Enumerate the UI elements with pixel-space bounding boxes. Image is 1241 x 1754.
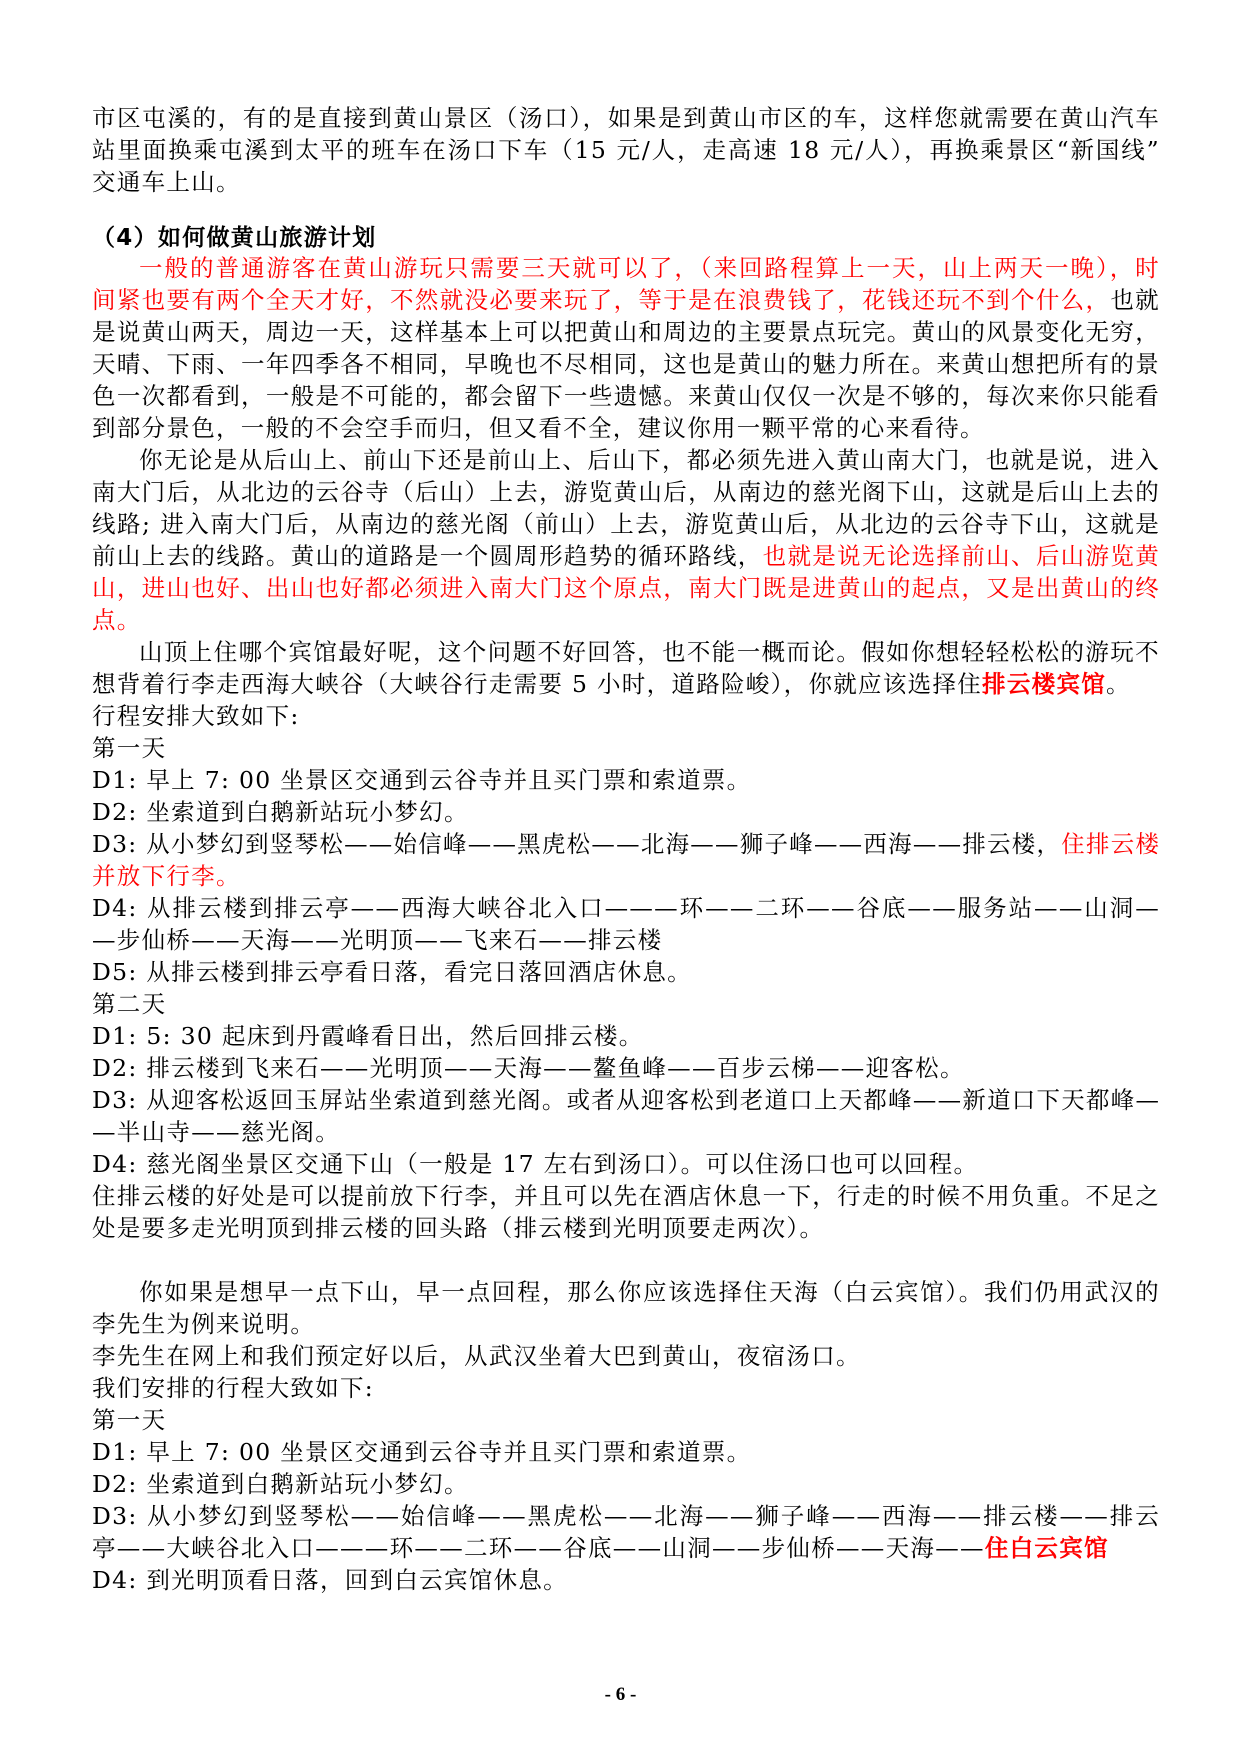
itinerary-item: D1: 早上 7: 00 坐景区交通到云谷寺并且买门票和索道票。 [92, 766, 752, 794]
paragraph-line: 到部分景色，一般的不会空手而归，但又看不全，建议你用一颗平常的心来看待。 [92, 414, 985, 442]
paragraph-line: 站里面换乘屯溪到太平的班车在汤口下车（15 元/人，走高速 18 元/人），再换乘景区“新国线” [92, 136, 1160, 164]
itinerary-item: D2: 排云楼到飞来石——光明顶——天海——鳌鱼峰——百步云梯——迎客松。 [92, 1054, 965, 1082]
itinerary-item: D5: 从排云楼到排云亭看日落，看完日落回酒店休息。 [92, 958, 692, 986]
paragraph-line: 你无论是从后山上、前山下还是前山上、后山下，都必须先进入黄山南大门，也就是说，进入 [139, 446, 1160, 474]
paragraph-line: 色一次都看到，一般是不可能的，都会留下一些遗憾。来黄山仅仅一次是不够的，每次来你只能看 [92, 382, 1160, 410]
paragraph-line: 市区屯溪的，有的是直接到黄山景区（汤口），如果是到黄山市区的车，这样您就需要在黄山汽车 [92, 104, 1160, 132]
paragraph-line: 李先生在网上和我们预定好以后，从武汉坐着大巴到黄山，夜宿汤口。 [92, 1342, 861, 1370]
itinerary-item: D2: 坐索道到白鹅新站玩小梦幻。 [92, 1470, 469, 1498]
paragraph-line: 行程安排大致如下: [92, 702, 300, 730]
paragraph-line: 线路; 进入南大门后，从南边的慈光阁（前山）上去，游览黄山后，从北边的云谷寺下山，这就是 [92, 510, 1160, 538]
paragraph-line: 我们安排的行程大致如下: [92, 1374, 375, 1402]
highlight-hotel: 排云楼宾馆 [982, 670, 1107, 698]
itinerary-item: D4: 从排云楼到排云亭——西海大峡谷北入口———环——二环——谷底——服务站——山洞— [92, 894, 1160, 922]
paragraph-line: 山，进山也好、出山也好都必须进入南大门这个原点，南大门既是进黄山的起点，又是出黄山的终 [92, 574, 1160, 602]
itinerary-item: D3: 从小梦幻到竖琴松——始信峰——黑虎松——北海——狮子峰——西海——排云楼，住排云楼 [92, 830, 1161, 858]
paragraph-line: 处是要多走光明顶到排云楼的回头路（排云楼到光明顶要走两次）。 [92, 1214, 825, 1242]
paragraph-line: 间紧也要有两个全天才好，不然就没必要来玩了，等于是在浪费钱了，花钱还玩不到个什么，也就 [92, 286, 1160, 314]
itinerary-item: D3: 从迎客松返回玉屏站坐索道到慈光阁。或者从迎客松到老道口上天都峰——新道口下天都峰— [92, 1086, 1161, 1114]
day-label: 第一天 [92, 734, 167, 762]
paragraph-line: 点。 [92, 606, 142, 634]
itinerary-item: —步仙桥——天海——光明顶——飞来石——排云楼 [92, 926, 663, 954]
itinerary-item: D1: 早上 7: 00 坐景区交通到云谷寺并且买门票和索道票。 [92, 1438, 752, 1466]
paragraph-line: 一般的普通游客在黄山游玩只需要三天就可以了，（来回路程算上一天，山上两天一晚），时 [139, 254, 1160, 282]
itinerary-item: 并放下行李。 [92, 862, 241, 890]
paragraph-line: 交通车上山。 [92, 168, 241, 196]
itinerary-item: D4: 到光明顶看日落，回到白云宾馆休息。 [92, 1566, 568, 1594]
paragraph-line: 想背着行李走西海大峡谷（大峡谷行走需要 5 小时，道路险峻），你就应该选择住排云楼宾馆。 [92, 670, 1131, 698]
itinerary-item: D2: 坐索道到白鹅新站玩小梦幻。 [92, 798, 469, 826]
page-number: - 6 - [604, 1684, 637, 1705]
itinerary-item: D4: 慈光阁坐景区交通下山（一般是 17 左右到汤口）。可以住汤口也可以回程。 [92, 1150, 979, 1178]
paragraph-line: 南大门后，从北边的云谷寺（后山）上去，游览黄山后，从南边的慈光阁下山，这就是后山上去的 [92, 478, 1160, 506]
paragraph-line: 天晴、下雨、一年四季各不相同，早晚也不尽相同，这也是黄山的魅力所在。来黄山想把所有的景 [92, 350, 1160, 378]
itinerary-item: D3: 从小梦幻到竖琴松——始信峰——黑虎松——北海——狮子峰——西海——排云楼——排云 [92, 1502, 1160, 1530]
paragraph-line: 前山上去的线路。黄山的道路是一个圆周形趋势的循环路线，也就是说无论选择前山、后山游览黄 [92, 542, 1160, 570]
section-heading: （4）如何做黄山旅游计划 [92, 225, 377, 251]
paragraph-line: 你如果是想早一点下山，早一点回程，那么你应该选择住天海（白云宾馆）。我们仍用武汉的 [139, 1278, 1160, 1306]
itinerary-item: D1: 5: 30 起床到丹霞峰看日出，然后回排云楼。 [92, 1022, 644, 1050]
paragraph-line: 是说黄山两天，周边一天，这样基本上可以把黄山和周边的主要景点玩完。黄山的风景变化无穷， [92, 318, 1160, 346]
highlight-hotel: 住白云宾馆 [984, 1534, 1109, 1562]
day-label: 第二天 [92, 990, 167, 1018]
paragraph-line: 李先生为例来说明。 [92, 1310, 316, 1338]
paragraph-line: 山顶上住哪个宾馆最好呢，这个问题不好回答，也不能一概而论。假如你想轻轻松松的游玩不 [139, 638, 1160, 666]
itinerary-item: 亭——大峡谷北入口———环——二环——谷底——山洞——步仙桥——天海——住白云宾馆 [92, 1534, 1109, 1562]
paragraph-line: 住排云楼的好处是可以提前放下行李，并且可以先在酒店休息一下，行走的时候不用负重。不足之 [92, 1182, 1160, 1210]
day-label: 第一天 [92, 1406, 167, 1434]
itinerary-item: —半山寺——慈光阁。 [92, 1118, 340, 1146]
